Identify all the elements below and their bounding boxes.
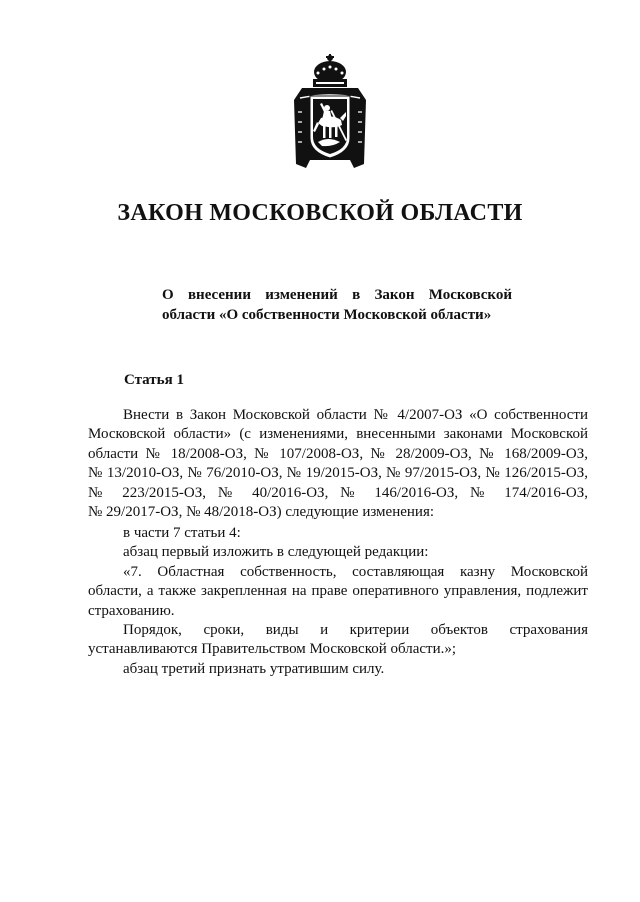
text-line: № 223/2015-ОЗ, № 40/2016-ОЗ, № 146/2016-ОЗ, № 174/2016-ОЗ, bbox=[88, 484, 588, 501]
text-line: Порядок, сроки, виды и критерии объектов страхования bbox=[123, 622, 588, 639]
text-line: № 13/2010-ОЗ, № 76/2010-ОЗ, № 19/2015-ОЗ, № 97/2015-ОЗ, № 126/2015-ОЗ, bbox=[88, 465, 588, 482]
text-line: № 29/2017-ОЗ, № 48/2018-ОЗ) следующие изменения: bbox=[88, 504, 435, 521]
law-subject bbox=[162, 285, 512, 325]
text-line: области, а также закрепленная на праве оперативного управления, подлежит bbox=[88, 583, 588, 600]
text-line: абзац третий признать утратившим силу. bbox=[123, 660, 385, 677]
article-heading: Статья 1 bbox=[124, 372, 184, 388]
law-subject-line: области «О собственности Московской области» bbox=[162, 307, 492, 323]
text-line: «7. Областная собственность, составляющая казну Московской bbox=[123, 563, 588, 580]
coat-of-arms-icon bbox=[280, 52, 380, 182]
text-line: Внести в Закон Московской области № 4/2007-ОЗ «О собственности bbox=[123, 407, 588, 423]
article-intro-paragraph bbox=[88, 406, 588, 522]
text-line: абзац первый изложить в следующей редакции: bbox=[123, 544, 429, 561]
article-changes bbox=[88, 524, 588, 679]
law-subject-line: О внесении изменений в Закон Московской bbox=[162, 287, 512, 303]
text-line: устанавливаются Правительством Московской области.»; bbox=[88, 641, 457, 658]
text-line: в части 7 статьи 4: bbox=[123, 525, 241, 541]
text-line: Московской области» (с изменениями, внесенными законами Московской bbox=[88, 426, 588, 443]
text-line: страхованию. bbox=[88, 602, 175, 619]
text-line: области № 18/2008-ОЗ, № 107/2008-ОЗ, № 28/2009-ОЗ, № 168/2009-ОЗ, bbox=[88, 445, 588, 462]
law-title: ЗАКОН МОСКОВСКОЙ ОБЛАСТИ bbox=[117, 200, 523, 226]
